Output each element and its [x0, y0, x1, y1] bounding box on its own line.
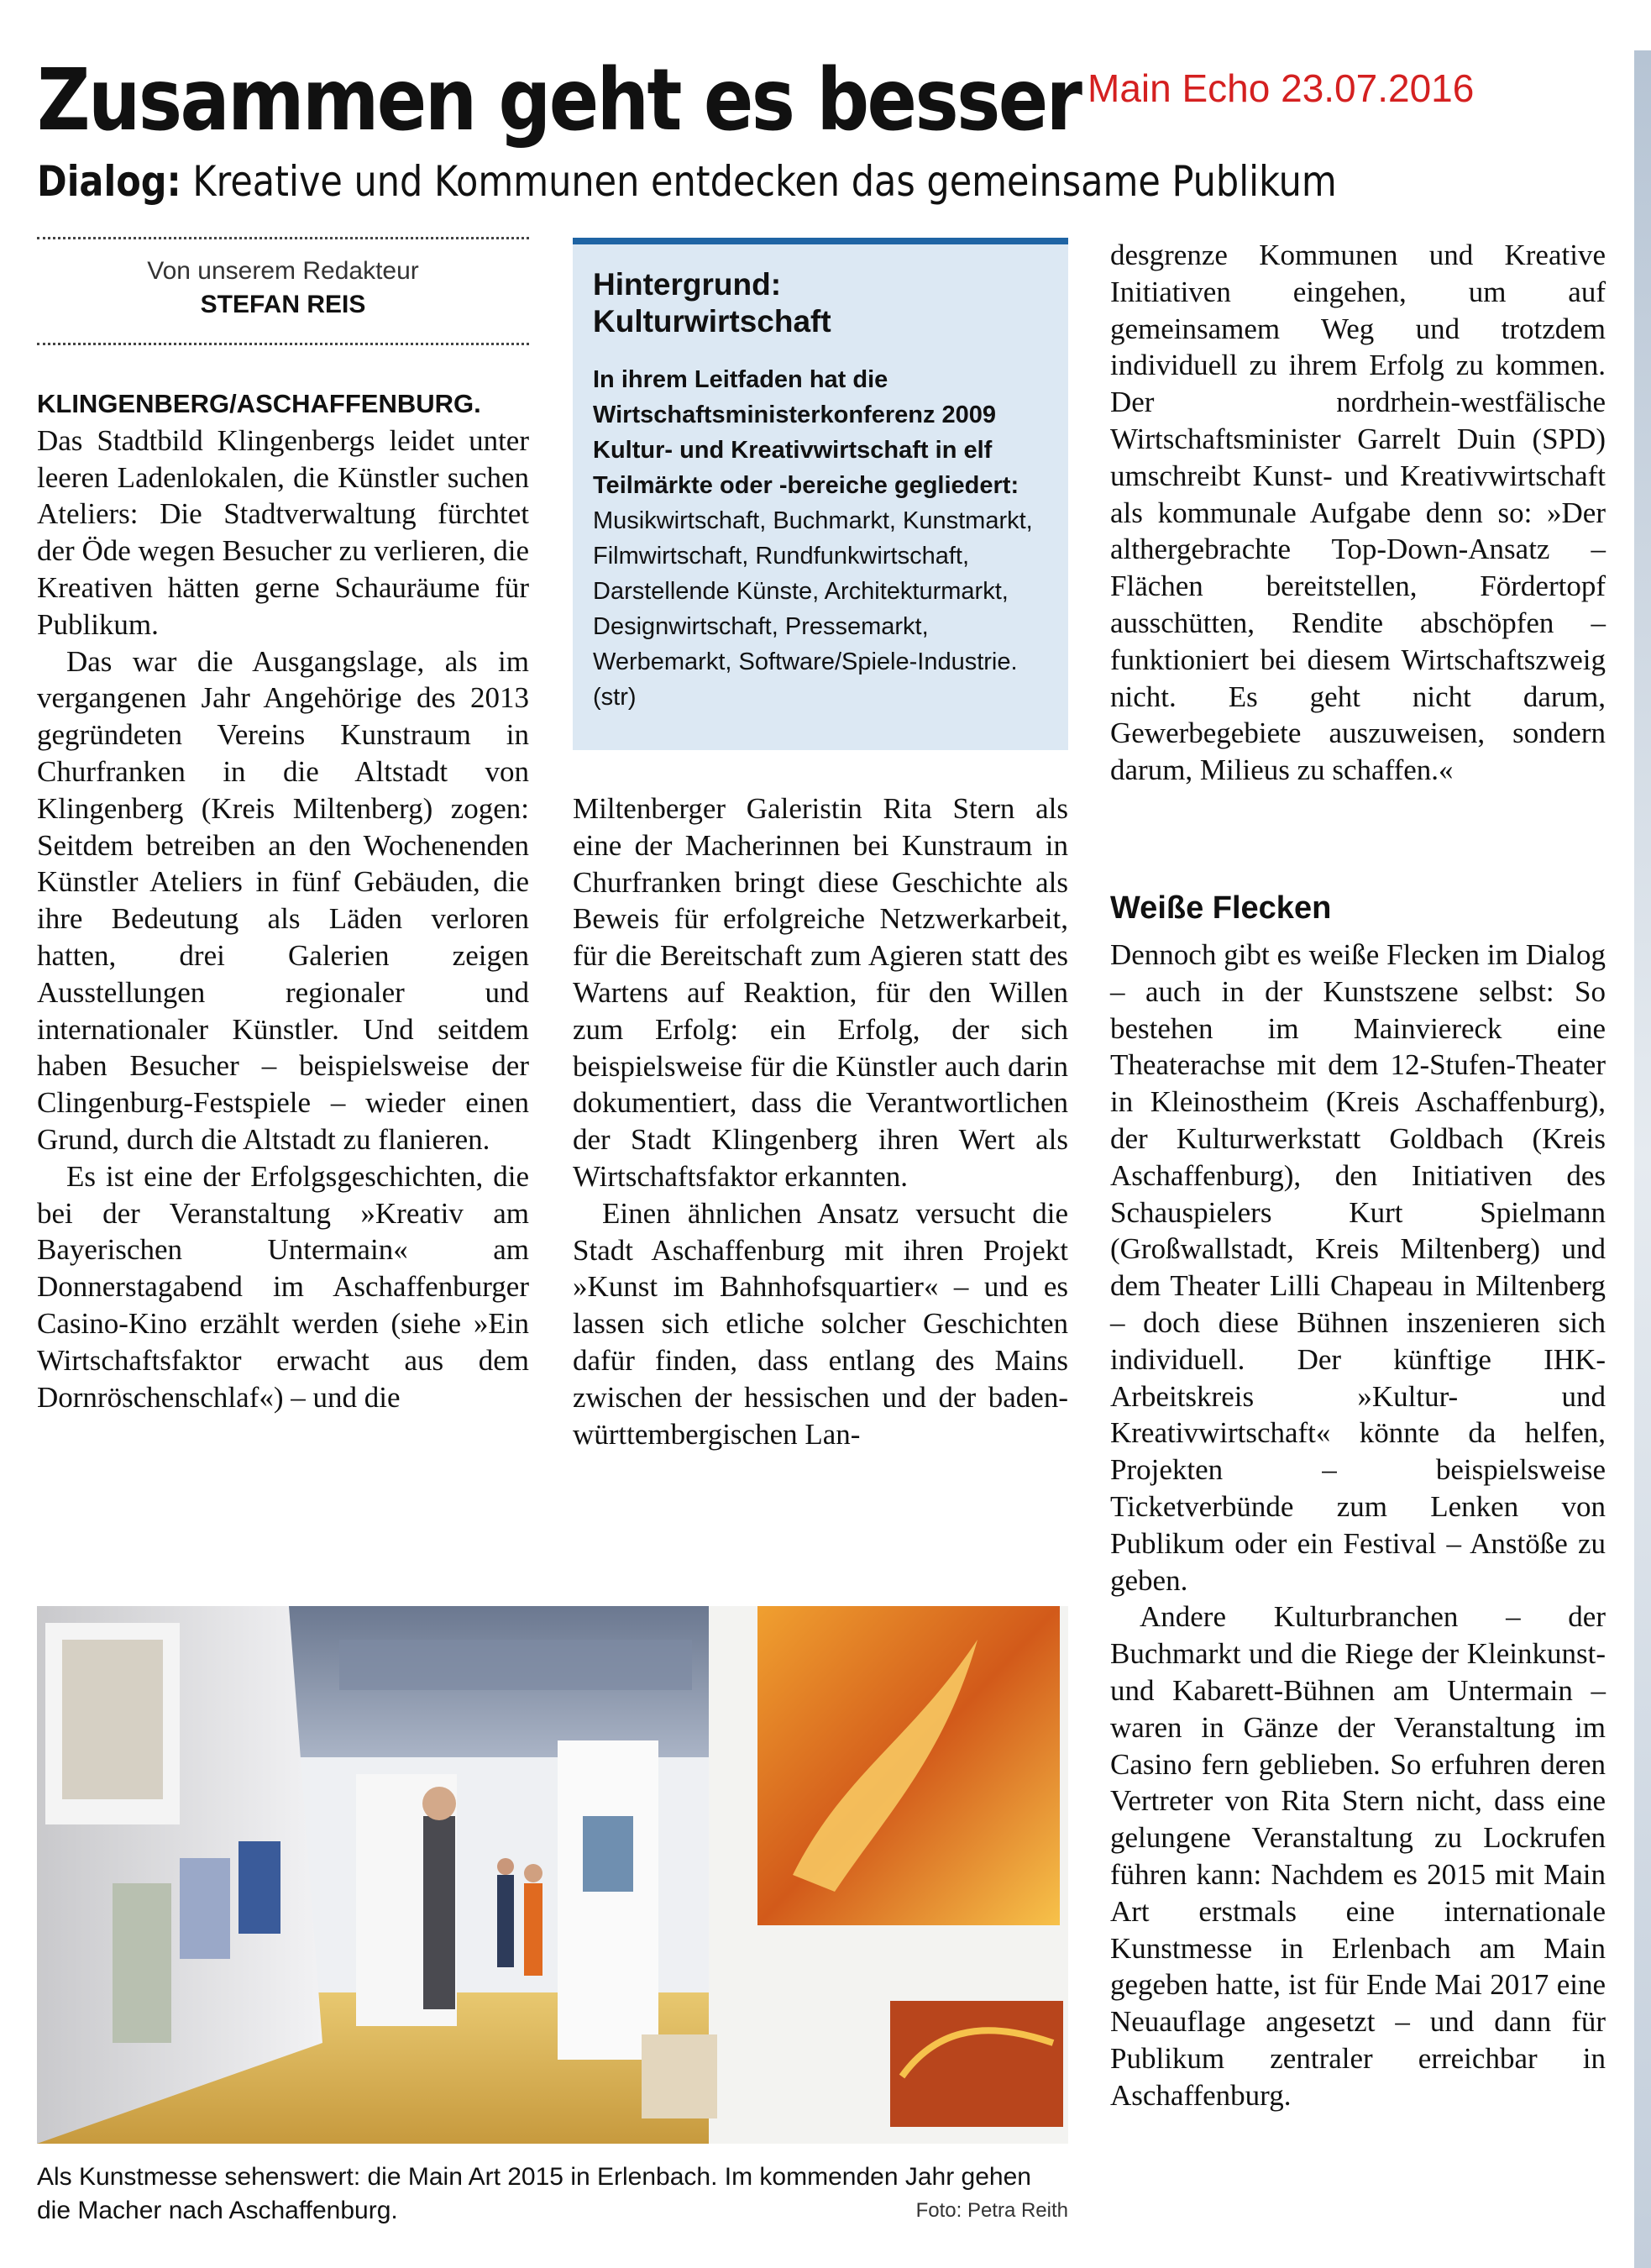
infobox-title-line-2: Kulturwirtschaft [593, 304, 831, 339]
article-column-3-bottom [1110, 937, 1606, 2114]
infobox-text: Musikwirtschaft, Buchmarkt, Kunstmarkt, Filmwirtschaft, Rundfunkwirtschaft, Darstellende Künste, Architekturmarkt, Designwirtschaft, Pressemarkt, Werbemarkt, Software/Spiele-Industrie. (str) [593, 507, 1033, 711]
paragraph: Andere Kulturbranchen – der Buchmarkt und die Riege der Kleinkunst- und Kabarett-Bühnen am Untermain – waren in Gänze der Veranstaltung im Casino fern geblieben. So erfuhren deren Vertreter von Rita Stern nicht, dass eine gelungene Veranstaltung zu Lockrufen führen kann: Nachdem es 2015 mit Main Art erstmals eine internationale Kunstmesse in Erlenbach am Main gegeben hatte, ist für Ende Mai 2017 eine Neuauflage angesetzt – und dann für Publikum zentraler erreichbar in Aschaffenburg. [1110, 1600, 1606, 2112]
paragraph: Miltenberger Galeristin Rita Stern als eine der Macherinnen bei Kunstraum in Churfranken bringt diese Geschichte als Beweis für erfolgreiche Netzwerkarbeit, für die Bereitschaft zum Agieren statt des Wartens auf Reaktion, für den Willen zum Erfolg: ein Erfolg, der sich beispielsweise für die Künstler auch darin dokumentiert, dass die Verantwortlichen der Stadt Klingenberg ihren Wert als Wirtschaftsfaktor erkannten. [573, 792, 1068, 1193]
subheadline [37, 155, 1337, 207]
byline-author: STEFAN REIS [200, 291, 366, 318]
infobox-title-line-1: Hintergrund: [593, 267, 782, 302]
infobox-body [593, 362, 1050, 715]
page-edge-strip [1634, 50, 1651, 2268]
infobox-title [593, 266, 1050, 340]
background-infobox [573, 238, 1068, 750]
paragraph: Es ist eine der Erfolgsgeschichten, die bei der Veranstaltung »Kreativ am Bayerischen Untermain« am Donnerstagabend im Aschaffenburger Casino-Kino erzählt werden (siehe »Ein Wirtschaftsfaktor erwacht aus dem Dornröschenschlaf«) – und die [37, 1159, 529, 1414]
byline-divider-bottom [37, 343, 529, 345]
byline-divider-top [37, 237, 529, 239]
article-column-1 [37, 385, 529, 1415]
subhead-kicker: Dialog: [37, 157, 181, 206]
art-fair-photo [37, 1606, 1068, 2144]
paragraph: Einen ähnlichen Ansatz versucht die Stadt Aschaffenburg mit ihren Projekt »Kunst im Bahnhofsquartier« – und es lassen sich etliche solcher Geschichten dafür finden, dass entlang des Mains zwischen der hessischen und der baden-württembergischen Lan- [573, 1196, 1068, 1451]
article-column-3-top [1110, 237, 1606, 789]
caption-text: Als Kunstmesse sehenswert: die Main Art 2015 in Erlenbach. Im kommenden Jahr gehen die Macher nach Aschaffenburg. [37, 2163, 1031, 2224]
paragraph: Das war die Ausgangslage, als im vergangenen Jahr Angehörige des 2013 gegründeten Vereins Kunstraum in Churfranken in die Altstadt von Klingenberg (Kreis Miltenberg) zogen: Seitdem betreiben an den Wochenenden Künstler Ateliers in fünf Gebäuden, die ihre Bedeutung als Läden verloren hatten, drei Galerien zeigen Ausstellungen regionaler und internationaler Künstler. Und seitdem haben Besucher – beispielsweise der Clingenburg-Festspiele – wieder einen Grund, durch die Altstadt zu flanieren. [37, 644, 529, 1156]
article-photo [37, 1606, 1068, 2144]
paragraph: desgrenze Kommunen und Kreative Initiativen eingehen, um auf gemeinsamem Weg und trotzdem individuell zu ihrem Erfolg zu kommen. Der nordrhein-westfälische Wirtschaftsminister Garrelt Duin (SPD) umschreibt Kunst- und Kreativwirtschaft als kommunale Aufgabe denn so: »Der althergebrachte Top-Down-Ansatz – Flächen bereitstellen, Fördertopf ausschütten, Rendite abschöpfen – funktioniert bei diesem Wirtschaftszweig nicht. Es geht nicht darum, Gewerbegebiete auszuweisen, sondern darum, Milieus zu schaffen.« [1110, 239, 1606, 787]
article-column-2 [573, 790, 1068, 1452]
photo-caption [37, 2160, 1068, 2228]
source-label: Main Echo 23.07.2016 [1088, 66, 1475, 110]
byline-prefix: Von unserem Redakteur [147, 257, 419, 285]
paragraph: Das Stadtbild Klingenbergs leidet unter leeren Ladenlokalen, die Künstler suchen Ateliers: Die Stadtverwaltung fürchtet der Öde wegen Besucher zu verlieren, die Kreativen hätten gerne Schauräume für Publikum. [37, 423, 529, 641]
dateline: KLINGENBERG/ASCHAFFENBURG. [37, 389, 481, 418]
section-heading: Weiße Flecken [1110, 890, 1332, 926]
headline: Zusammen geht es besser [37, 50, 1081, 150]
infobox-lead: In ihrem Leitfaden hat die Wirtschaftsministerkonferenz 2009 Kultur- und Kreativwirtschaft in elf Teilmärkte oder -bereiche gegliedert: [593, 366, 1019, 499]
photo-credit: Foto: Petra Reith [915, 2199, 1068, 2222]
paragraph: Dennoch gibt es weiße Flecken im Dialog – auch in der Kunstszene selbst: So bestehen im Mainviereck eine Theaterachse mit dem 12-Stufen-Theater in Kleinostheim (Kreis Aschaffenburg), der Kulturwerkstatt Goldbach (Kreis Aschaffenburg), den Initiativen des Schauspielers Kurt Spielmann (Großwallstadt, Kreis Miltenberg) und dem Theater Lilli Chapeau in Miltenberg – doch diese Bühnen inszenieren sich individuell. Der künftige IHK-Arbeitskreis »Kultur- und Kreativwirtschaft« könnte da helfen, Projekten – beispielsweise Ticketverbünde zum Lenken von Publikum oder ein Festival – Anstöße zu geben. [1110, 938, 1606, 1597]
byline [37, 257, 529, 319]
subhead-text: Kreative und Kommunen entdecken das gemeinsame Publikum [192, 157, 1337, 206]
